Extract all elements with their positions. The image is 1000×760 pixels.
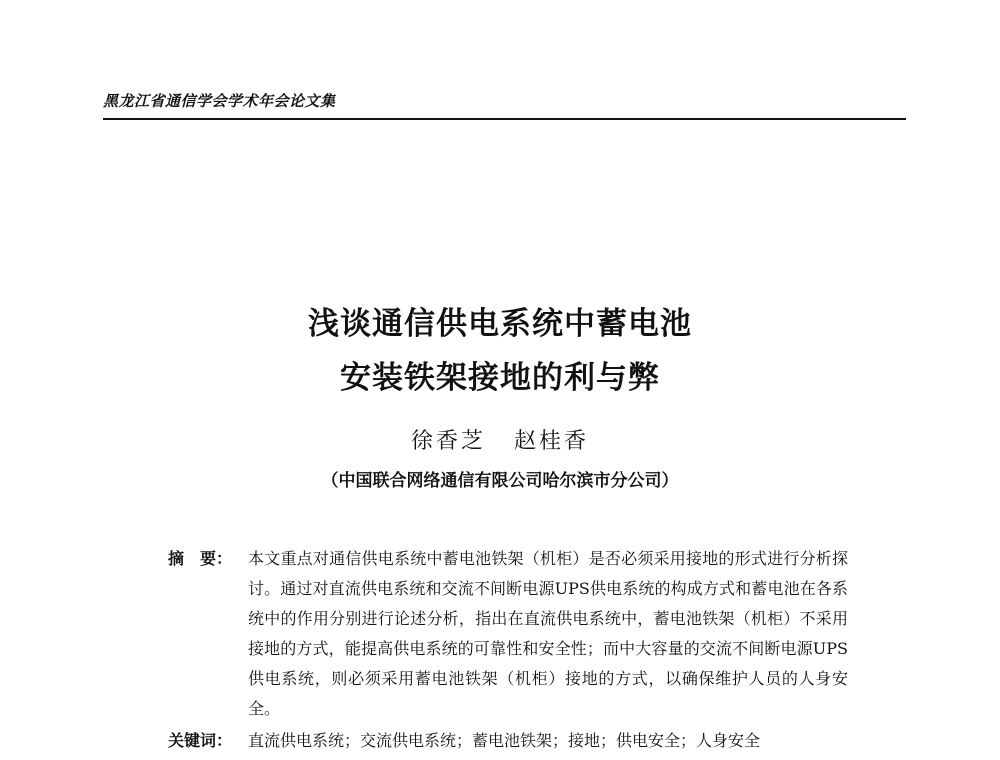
- abstract-section: [168, 544, 848, 756]
- author-2: 赵桂香: [514, 429, 590, 454]
- paper-title-line-2: 安装铁架接地的利与弊: [340, 360, 660, 396]
- header-rule: [103, 118, 906, 120]
- authors: [0, 424, 1000, 455]
- abstract-text: 本文重点对通信供电系统中蓄电池铁架（机柜）是否必须采用接地的形式进行分析探讨。通过对直流供电系统和交流不间断电源UPS供电系统的构成方式和蓄电池在各系统中的作用分别进行论述分析，指出在直流供电系统中，蓄电池铁架（机柜）不采用接地的方式，能提高供电系统的可靠性和安全性；而中大容量的交流不间断电源UPS供电系统，则必须采用蓄电池铁架（机柜）接地的方式，以确保维护人员的人身安全。: [248, 549, 848, 718]
- abstract-label-char-2: 要: [200, 549, 217, 568]
- abstract-row: [168, 544, 848, 724]
- keywords-text: 直流供电系统；交流供电系统；蓄电池铁架；接地；供电安全；人身安全: [248, 731, 761, 750]
- paper-title-line-1: 浅谈通信供电系统中蓄电池: [308, 306, 692, 342]
- author-1: 徐香芝: [410, 429, 486, 454]
- abstract-label: [168, 544, 248, 574]
- keywords-row: [168, 726, 848, 756]
- affiliation: （中国联合网络通信有限公司哈尔滨市分公司）: [321, 471, 679, 491]
- running-header: 黑龙江省通信学会学术年会论文集: [103, 92, 336, 110]
- abstract-label-colon: ：: [216, 549, 233, 568]
- keywords-label: 关键词：: [168, 731, 233, 750]
- abstract-label-char-1: 摘: [168, 549, 185, 568]
